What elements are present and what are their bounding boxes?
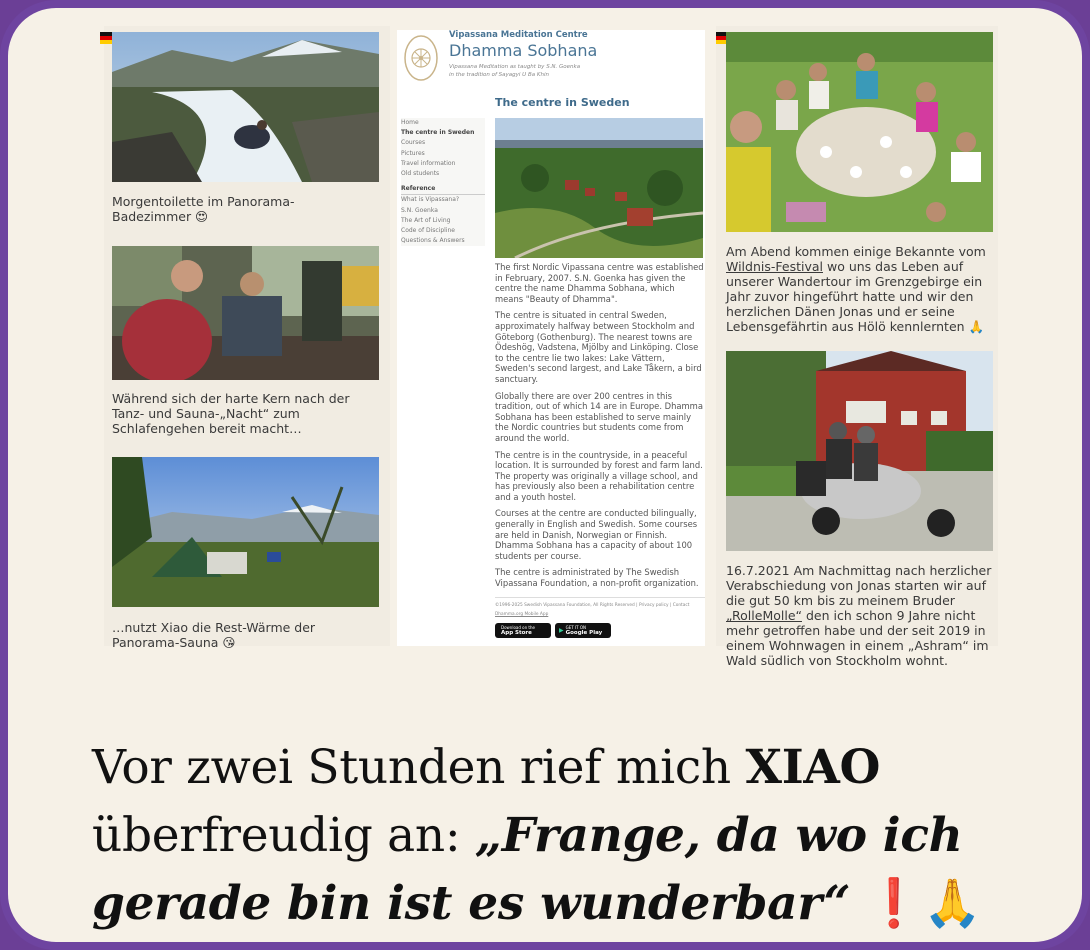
site-tagline: Vipassana Meditation as taught by S.N. Goenka [449,64,581,70]
site-footer: ©1996-2025 Swedish Vipassana Foundation, All Rights Reserved | Privacy policy | Contact [495,597,705,610]
site-org: Vipassana Meditation Centre [449,30,588,40]
page-body [495,262,705,638]
exclamation-pray-icon: ❗🙏 [864,876,982,931]
nav-section-label: Reference [401,184,485,195]
app-link[interactable]: Dhamma.org Mobile App [495,611,549,617]
body-paragraph: The first Nordic Vipassana centre was established in February, 2007. S.N. Goenka has given the centre the name Dhamma Sobhana, which means "Beauty of Dhamma". [495,262,704,304]
motorcycle-house-photo[interactable] [726,351,993,551]
dhamma-website [397,30,705,646]
festival-link[interactable]: Wildnis-Festival [726,259,823,274]
nav-item[interactable]: The Art of Living [401,216,451,224]
nav-item[interactable]: Questions & Answers [401,237,465,245]
site-tagline: in the tradition of Sayagyi U Ba Khin [449,72,549,78]
body-paragraph: Courses at the centre are conducted bilingually, generally in English and Swedish. Some courses are held in Danish, Norwegian or Finnish. Dhamma Sobhana has a capacity of about 100 students per course. [495,508,698,561]
nav-item[interactable]: The centre in Sweden [401,129,475,137]
badge-text: App Store [501,630,532,637]
message-quote: gerade bin ist es wunderbar“ [92,876,851,931]
post-message [92,734,992,938]
nav-item[interactable]: What is Vipassana? [401,196,460,204]
nav-item[interactable]: Travel information [401,159,456,167]
message-name: XIAO [745,740,881,795]
message-quote: „Frange, da wo ich [475,808,963,863]
campfire-photo[interactable] [112,246,379,380]
body-paragraph: The centre is in the countryside, in a peaceful location. It is surrounded by forest and farm land. The property was originally a village school, and has previously also been a rehabilitation centre and a youth hostel. [495,449,703,502]
dharma-wheel-logo [403,34,439,82]
aerial-photo [495,118,703,258]
body-paragraph: Globally there are over 200 centres in this tradition, out of which 14 are in Europe. Dhamma Sobhana has been established to serve mainly the Nordic countries but students come from around the world. [495,390,703,443]
tent-photo[interactable] [112,457,379,607]
nav-item[interactable]: S.N. Goenka [401,206,438,214]
caption-text: 16.7.2021 Am Nachmittag nach herzlicher Verabschiedung von Jonas starten wir auf die gut 50 km bis zu meinem Bruder [726,563,992,608]
post-caption: …nutzt Xiao die Rest-Wärme der Panorama-Sauna 😘 [112,620,316,650]
post-caption [726,563,994,668]
badge-small-text: GET IT ON [565,625,587,631]
rollemolle-link[interactable]: „RolleMolle“ [726,608,802,623]
body-paragraph: The centre is administrated by The Swedish Vipassana Foundation, a non-profit organization. [495,567,699,589]
nav-item[interactable]: Code of Discipline [401,227,455,235]
post-caption: Während sich der harte Kern nach der Tanz- und Sauna-„Nacht“ zum Schlafengehen bereit macht… [112,391,350,436]
play-icon: ▶ [559,627,564,635]
body-paragraph: The centre is situated in central Sweden, approximately halfway between Stockholm and Göteborg (Gothenburg). The nearest towns are Ödeshög, Vadstena, Mjölby and Linköping. Close to the centre lie two lakes: Lake Vättern, Sweden's second largest, and Lake Tåkern, a bird sanctuary. [495,310,702,384]
nav-item[interactable]: Old students [401,170,440,178]
site-sidebar [401,118,485,246]
page-heading: The centre in Sweden [495,96,630,109]
site-title[interactable]: Dhamma Sobhana [449,41,598,60]
message-text: Vor zwei Stunden rief mich [92,740,746,795]
badge-small-text: Download on the [501,625,535,631]
message-text: überfreudig an: [92,808,475,863]
google-play-badge[interactable] [555,623,611,638]
caption-text: den ich schon 9 Jahre nicht mehr getroffen habe und der seit 2019 in einem Wohnwagen in einem „Ashram“ im Wald südlich von Stockholm wohnt. [726,608,989,668]
nav-item[interactable]: Home [401,119,419,126]
post-caption: Morgentoilette im Panorama-Badezimmer 😍 [112,194,295,224]
nav-item[interactable]: Courses [401,139,426,147]
picnic-group-photo[interactable] [726,32,993,232]
post-caption [726,244,990,334]
caption-text: Am Abend kommen einige Bekannte vom [726,244,986,259]
caption-text: wo uns das Leben auf unserer Wandertour im Grenzgebirge ein Jahr zuvor hingeführt hatte und wir den herzlichen Dänen Jonas und er seine Lebensgefährtin aus Hölö kennlernten 🙏 [726,259,985,334]
app-store-badge[interactable] [495,623,551,638]
badge-text: Google Play [565,630,603,637]
waterfall-photo[interactable] [112,32,379,182]
nav-item[interactable]: Pictures [401,149,425,157]
